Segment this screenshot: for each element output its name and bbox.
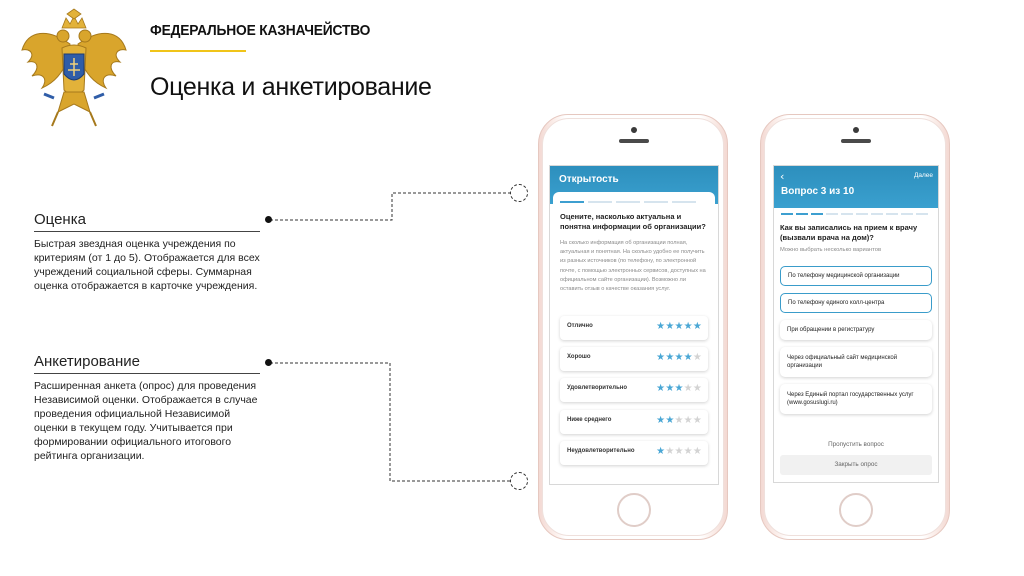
rating-option[interactable]: [560, 441, 708, 465]
phone-survey: [760, 114, 950, 540]
star-filled-icon[interactable]: ★: [656, 352, 666, 363]
choice-option-selected[interactable]: По телефону медицинской организации: [780, 266, 932, 286]
star-rating-icon: [656, 352, 702, 364]
star-rating-icon: [656, 383, 702, 395]
question-description: На сколько информация об организации полная, актуальная и понятная. На сколько удобно ее получить из разных источников (по телефону, по электронной почте, с помощью электронных сервисов, доступных на официальном сайте организации). Возможно ли оставить отзыв о качестве оказания услуг.: [560, 240, 706, 293]
rating-option-label: Хорошо: [567, 354, 591, 360]
star-filled-icon[interactable]: ★: [683, 321, 693, 332]
rating-screen: [549, 165, 719, 485]
question-text: Как вы записались на прием к врачу (вызвали врача на дом)?: [780, 223, 918, 242]
star-filled-icon[interactable]: ★: [665, 321, 675, 332]
star-empty-icon[interactable]: ★: [674, 415, 684, 426]
section-title-survey: Анкетирование: [34, 353, 140, 370]
connector-ring: [510, 472, 528, 490]
progress-segment: [616, 201, 640, 203]
rating-option-label: Неудовлетворительно: [567, 448, 635, 454]
star-filled-icon[interactable]: ★: [665, 383, 675, 394]
connector-dot: [265, 359, 272, 366]
progress-segment: [841, 213, 853, 215]
progress-segment: [826, 213, 838, 215]
progress-segment: [560, 201, 584, 203]
description-line: Расширенная анкета (опрос) для проведения: [34, 380, 257, 392]
screen-title: Вопрос 3 из 10: [781, 186, 855, 197]
star-filled-icon[interactable]: ★: [692, 321, 702, 332]
star-rating-icon: [656, 446, 702, 458]
question-card: [553, 192, 715, 484]
star-empty-icon[interactable]: ★: [692, 415, 702, 426]
organization-name: ФЕДЕРАЛЬНОЕ КАЗНАЧЕЙСТВО: [150, 22, 371, 39]
rating-option[interactable]: [560, 378, 708, 402]
choice-option[interactable]: При обращении в регистратуру: [780, 320, 932, 340]
progress-segment: [871, 213, 883, 215]
description-line: рейтинга организации.: [34, 450, 145, 462]
phone-rating: [538, 114, 728, 540]
screen-header: [774, 166, 938, 208]
star-filled-icon[interactable]: ★: [674, 383, 684, 394]
home-button[interactable]: [617, 493, 651, 527]
star-filled-icon[interactable]: ★: [656, 383, 666, 394]
question-hint: Можно выбрать несколько вариантов: [780, 247, 882, 253]
star-empty-icon[interactable]: ★: [665, 446, 675, 457]
chevron-left-icon[interactable]: ‹: [780, 170, 785, 183]
star-empty-icon[interactable]: ★: [683, 383, 693, 394]
star-empty-icon[interactable]: ★: [683, 415, 693, 426]
description-line: оценка отображается в карточке учреждения.: [34, 280, 258, 292]
star-empty-icon[interactable]: ★: [692, 383, 702, 394]
star-filled-icon[interactable]: ★: [683, 352, 693, 363]
speaker-icon: [619, 139, 649, 143]
rating-option[interactable]: [560, 347, 708, 371]
progress-segment: [886, 213, 898, 215]
skip-question-button[interactable]: Пропустить вопрос: [828, 441, 884, 448]
description-line: формировании официального итогового: [34, 436, 232, 448]
connector-ring: [510, 184, 528, 202]
progress-segment: [856, 213, 868, 215]
star-empty-icon[interactable]: ★: [683, 446, 693, 457]
progress-segment: [916, 213, 928, 215]
survey-screen: [773, 165, 939, 483]
description-line: Независимой оценки. Отображается в случае: [34, 394, 258, 406]
description-line: учреждений социальной сферы. Суммарная: [34, 266, 252, 278]
star-rating-icon: [656, 415, 702, 427]
progress-segment: [588, 201, 612, 203]
star-filled-icon[interactable]: ★: [674, 352, 684, 363]
choice-option[interactable]: Через официальный сайт медицинской организации: [780, 347, 932, 377]
star-filled-icon[interactable]: ★: [656, 446, 666, 457]
star-empty-icon[interactable]: ★: [692, 352, 702, 363]
star-filled-icon[interactable]: ★: [665, 415, 675, 426]
star-filled-icon[interactable]: ★: [656, 415, 666, 426]
description-line: оценки в текущем году. Учитывается при: [34, 422, 233, 434]
star-filled-icon[interactable]: ★: [656, 321, 666, 332]
rating-option[interactable]: [560, 410, 708, 434]
progress-segment: [672, 201, 696, 203]
choice-option-selected[interactable]: По телефону единого колл-центра: [780, 293, 932, 313]
star-empty-icon[interactable]: ★: [692, 446, 702, 457]
close-survey-button[interactable]: Закрыть опрос: [780, 455, 932, 475]
question-text: Оцените, насколько актуальна и понятна информации об организации?: [560, 212, 706, 231]
rating-option-label: Удовлетворительно: [567, 385, 628, 391]
rating-option[interactable]: [560, 316, 708, 340]
progress-segment: [644, 201, 668, 203]
page-title: Оценка и анкетирование: [150, 73, 432, 101]
progress-segment: [901, 213, 913, 215]
camera-icon: [631, 127, 637, 133]
speaker-icon: [841, 139, 871, 143]
star-filled-icon[interactable]: ★: [674, 321, 684, 332]
description-line: критериям (от 1 до 5). Отображается для всех: [34, 252, 260, 264]
screen-title: Открытость: [559, 174, 619, 185]
next-button[interactable]: Далее: [913, 172, 933, 179]
rating-option-label: Отлично: [567, 323, 593, 329]
description-line: проведения официальной Независимой: [34, 408, 231, 420]
camera-icon: [853, 127, 859, 133]
choice-option[interactable]: Через Единый портал государственных услуг (www.gosuslugi.ru): [780, 384, 932, 414]
rating-option-label: Ниже среднего: [567, 417, 612, 423]
connector-dot: [265, 216, 272, 223]
section-title-rating: Оценка: [34, 211, 86, 228]
star-filled-icon[interactable]: ★: [665, 352, 675, 363]
description-line: Быстрая звездная оценка учреждения по: [34, 238, 236, 250]
home-button[interactable]: [839, 493, 873, 527]
progress-segment: [796, 213, 808, 215]
progress-segment: [781, 213, 793, 215]
star-rating-icon: [656, 321, 702, 333]
survey-body: [774, 208, 938, 482]
star-empty-icon[interactable]: ★: [674, 446, 684, 457]
progress-segment: [811, 213, 823, 215]
